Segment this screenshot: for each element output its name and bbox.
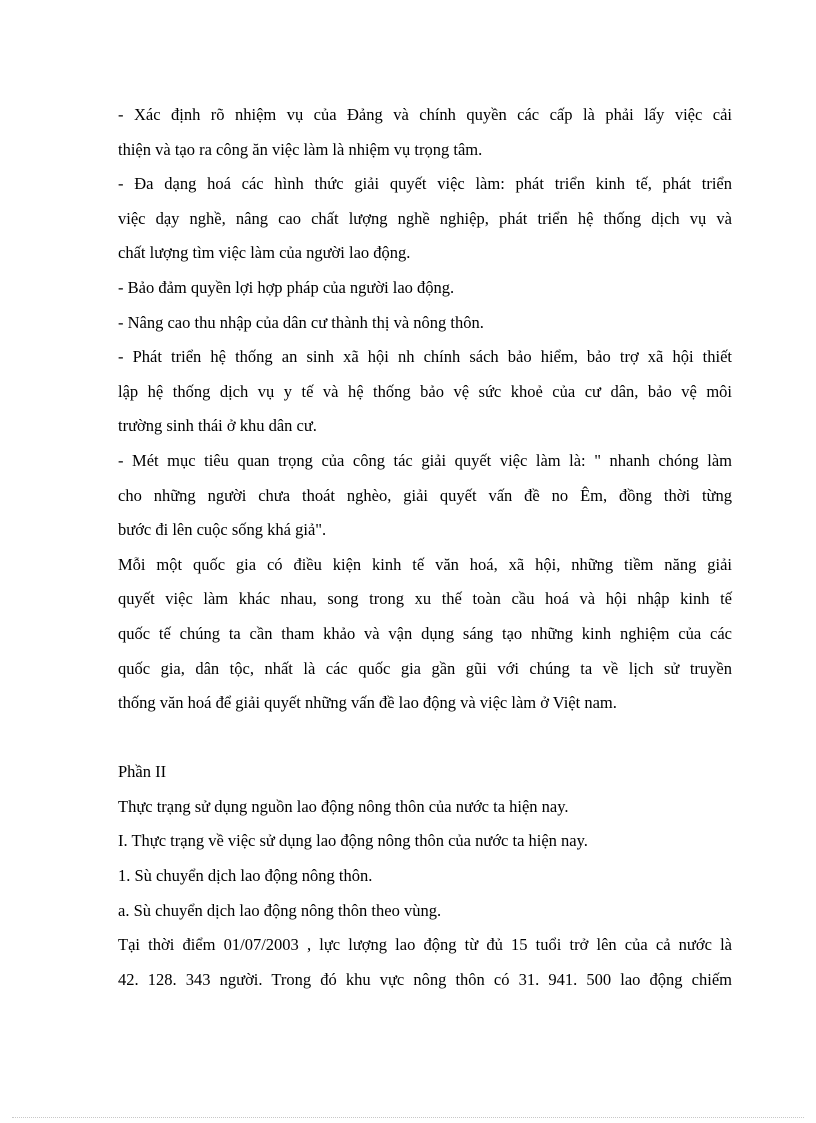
text-line: - Xác định rõ nhiệm vụ của Đảng và chính quyền các cấp là phải lấy việc cải xyxy=(118,105,732,124)
text-line: chất lượng tìm việc làm của người lao động. xyxy=(118,243,411,263)
text-line: quốc gia, dân tộc, nhất là các quốc gia gần gũi với chúng ta về lịch sử truyền xyxy=(118,658,732,678)
text-line: quốc tế chúng ta cần tham khảo và vận dụng sáng tạo những kinh nghiệm của các xyxy=(118,623,732,643)
paragraph-task-definition xyxy=(118,98,732,167)
paragraph-international-experience xyxy=(118,548,732,721)
text-line: 42. 128. 343 người. Trong đó khu vực nông thôn có 31. 941. 500 lao động chiếm xyxy=(118,969,732,989)
text-line: - Mét mục tiêu quan trọng của công tác giải quyết việc làm là: " nhanh chóng làm xyxy=(118,450,732,470)
document-page xyxy=(118,98,732,997)
text-line: bước đi lên cuộc sống khá giả". xyxy=(118,520,327,540)
text-line: thiện và tạo ra công ăn việc làm là nhiệm vụ trọng tâm. xyxy=(118,139,483,159)
text-line: lập hệ thống dịch vụ y tế và hệ thống bảo vệ sức khoẻ của cư dân, bảo vệ môi xyxy=(118,381,732,401)
part-heading: Phần II xyxy=(118,762,167,782)
text-line: - Nâng cao thu nhập của dân cư thành thị và nông thôn. xyxy=(118,312,484,332)
text-line: cho những người chưa thoát nghèo, giải quyết vấn đề no Êm, đồng thời từng xyxy=(118,485,732,505)
text-line: - Đa dạng hoá các hình thức giải quyết việc làm: phát triển kinh tế, phát triển xyxy=(118,174,732,194)
text-line: quyết việc làm khác nhau, song trong xu thế toàn cầu hoá và hội nhập kinh tế xyxy=(118,589,732,609)
section-part-two xyxy=(118,755,732,997)
text-line: thống văn hoá để giải quyết những vấn đề lao động và việc làm ở Việt nam. xyxy=(118,693,617,713)
text-line: việc dạy nghề, nâng cao chất lượng nghề nghiệp, phát triển hệ thống dịch vụ và xyxy=(118,208,732,228)
paragraph-raise-income xyxy=(118,306,732,341)
blank-line xyxy=(118,721,732,756)
paragraph-worker-rights xyxy=(118,271,732,306)
page-bottom-divider xyxy=(12,1117,804,1118)
text-line: - Phát triển hệ thống an sinh xã hội nh chính sách bảo hiểm, bảo trợ xã hội thiết xyxy=(118,347,732,367)
heading-level-2: 1. Sù chuyển dịch lao động nông thôn. xyxy=(118,866,373,886)
text-line: Tại thời điểm 01/07/2003 , lực lượng lao động từ đủ 15 tuổi trở lên của cả nước là xyxy=(118,935,732,955)
paragraph-key-objective xyxy=(118,444,732,548)
text-line: - Bảo đảm quyền lợi hợp pháp của người lao động. xyxy=(118,277,455,297)
text-line: Mỗi một quốc gia có điều kiện kinh tế văn hoá, xã hội, những tiềm năng giải xyxy=(118,554,732,574)
heading-level-1: I. Thực trạng về việc sử dụng lao động nông thôn của nước ta hiện nay. xyxy=(118,831,588,851)
heading-level-3: a. Sù chuyển dịch lao động nông thôn theo vùng. xyxy=(118,900,442,920)
section-title: Thực trạng sử dụng nguồn lao động nông thôn của nước ta hiện nay. xyxy=(118,796,569,816)
paragraph-social-security xyxy=(118,340,732,444)
text-line: trường sinh thái ở khu dân cư. xyxy=(118,416,317,436)
paragraph-diversify-solutions xyxy=(118,167,732,271)
